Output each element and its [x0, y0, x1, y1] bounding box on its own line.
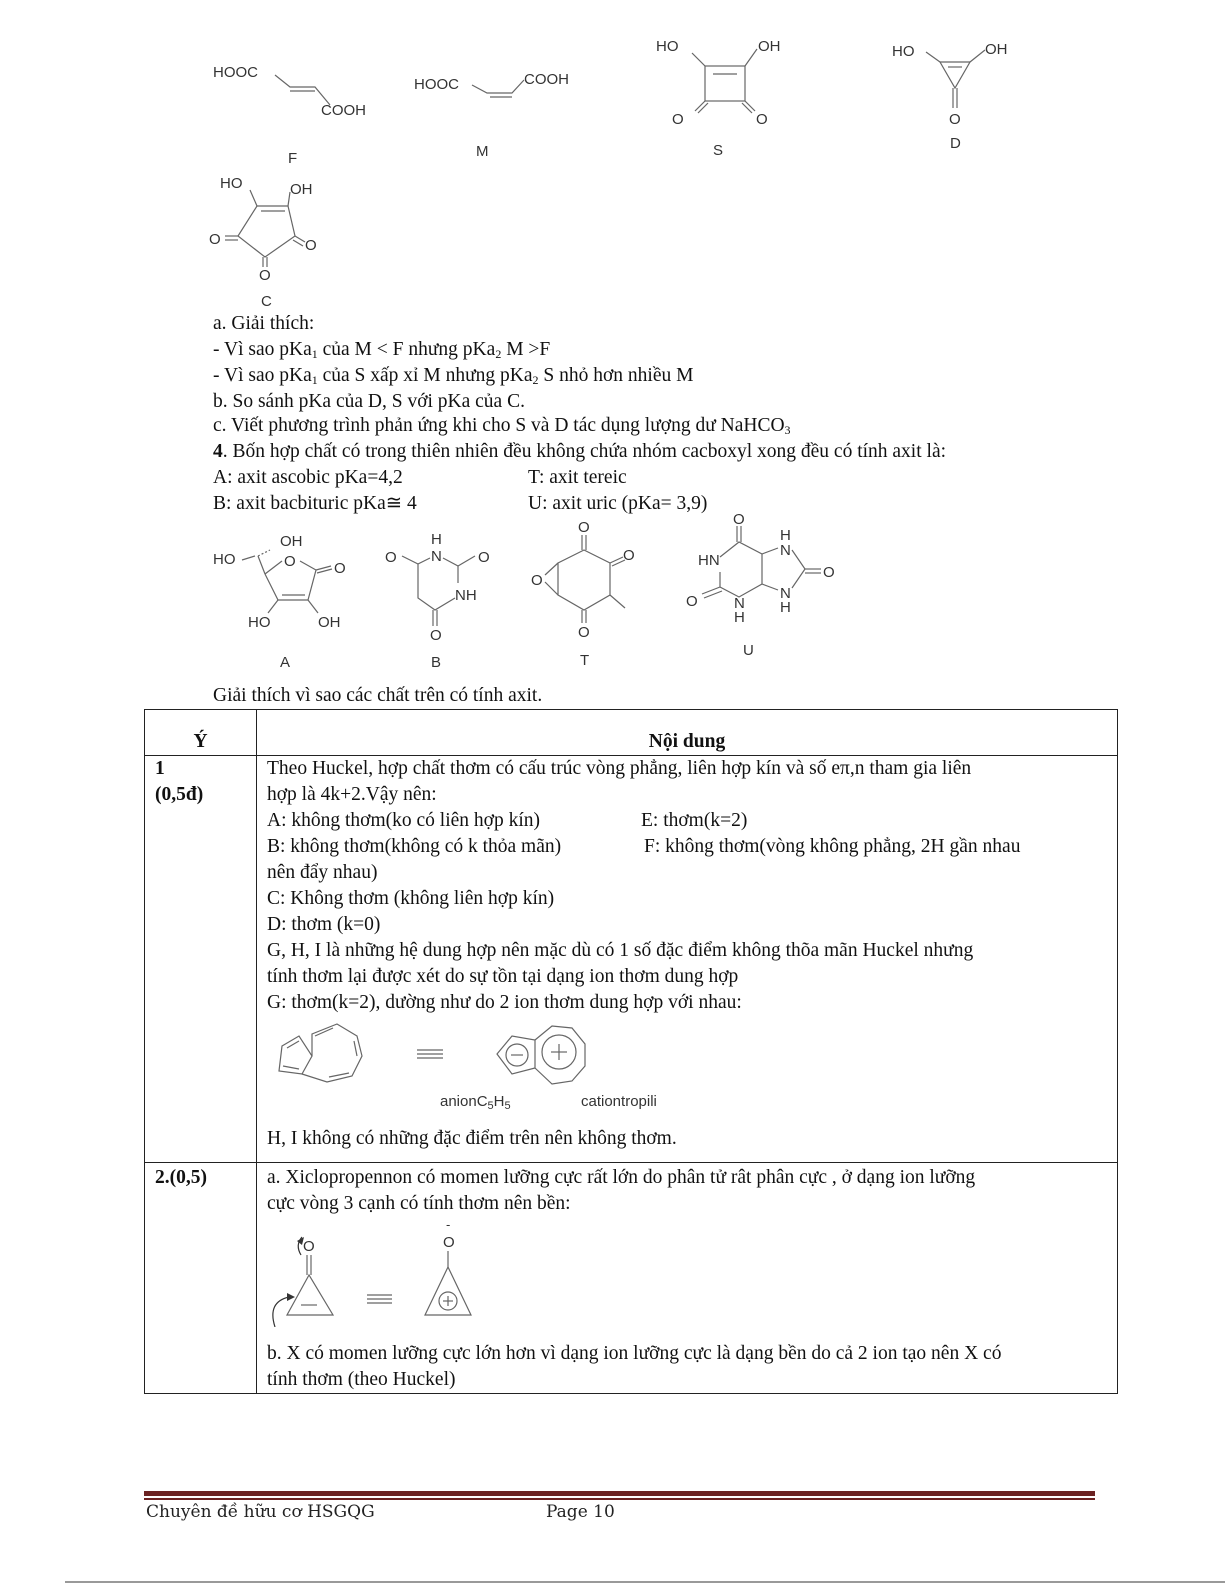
- o-atom: O: [578, 519, 590, 536]
- ho-group: HO: [892, 43, 915, 60]
- row-2-id: 2.(0,5): [145, 1163, 257, 1394]
- structure-D: [890, 38, 1030, 158]
- structure-label: F: [288, 150, 298, 165]
- cooh-group: COOH: [524, 71, 569, 88]
- ho-group: HO: [220, 175, 243, 192]
- oh-group: OH: [290, 181, 313, 198]
- q4-question: Giải thích vì sao các chất trên có tính axit.: [213, 685, 543, 706]
- structure-M: [412, 60, 602, 165]
- h-atom: H: [780, 527, 791, 544]
- q4-intro: 4. Bốn hợp chất có trong thiên nhiên đều không chứa nhóm cacboxyl xong đều có tính axit là:: [213, 441, 947, 462]
- footer-divider-thick: [144, 1491, 1095, 1496]
- cooh-group: COOH: [321, 102, 366, 119]
- o-atom: O: [385, 549, 397, 566]
- o-atom: O: [949, 111, 961, 128]
- n-atom: N: [780, 585, 791, 602]
- h-atom: H: [734, 609, 745, 626]
- text-line: H, I không có những đặc điểm trên nên không thơm.: [267, 1128, 677, 1149]
- structure-A: [210, 528, 360, 673]
- q4-compound-T: T: axit tereic: [528, 467, 627, 488]
- structure-label: T: [580, 652, 590, 669]
- minus-charge: -: [446, 1217, 451, 1232]
- structure-S: [650, 35, 790, 165]
- h-atom: H: [780, 599, 791, 616]
- o-atom: O: [334, 560, 346, 577]
- structure-label: C: [261, 293, 272, 310]
- structure-label: S: [713, 142, 724, 159]
- text-line: tính thơm lại được xét do sự tồn tại dạng ion thơm dung hợp: [267, 966, 739, 987]
- structure-T: [525, 515, 655, 670]
- q3-b: b. So sánh pKa của D, S với pKa của C.: [213, 391, 525, 412]
- page-edge: [65, 1581, 1225, 1583]
- text-line: nên đẩy nhau): [267, 862, 378, 883]
- oh-group: OH: [985, 41, 1008, 58]
- structure-B: [380, 528, 500, 673]
- o-atom: O: [430, 627, 442, 644]
- ho-group: HO: [213, 551, 236, 568]
- ho-group: HO: [656, 38, 679, 55]
- structure-label: M: [476, 143, 489, 160]
- o-atom: O: [578, 624, 590, 641]
- hn-group: HN: [698, 552, 720, 569]
- structure-U: [680, 512, 850, 662]
- q4-compound-U: U: axit uric (pKa= 3,9): [528, 493, 708, 514]
- text-line: C: Không thơm (không liên hợp kín): [267, 888, 555, 909]
- text-line: tính thơm (theo Huckel): [267, 1369, 456, 1390]
- o-atom: O: [686, 593, 698, 610]
- q4-compound-B: B: axit bacbituric pKa≅ 4: [213, 493, 417, 514]
- table-row: [145, 756, 1118, 1163]
- structure-F: [205, 55, 395, 165]
- structure-label: D: [950, 135, 961, 152]
- text-line: hợp là 4k+2.Vậy nên:: [267, 784, 437, 805]
- n-atom: N: [780, 542, 791, 559]
- o-atom: O: [303, 1238, 315, 1255]
- text-line: cực vòng 3 cạnh có tính thơm nên bền:: [267, 1193, 571, 1214]
- o-atom: O: [305, 237, 317, 254]
- row-number: 1: [155, 758, 165, 779]
- o-atom: O: [672, 111, 684, 128]
- table-row: [145, 1163, 1118, 1394]
- q3-a-title: a. Giải thích:: [213, 313, 315, 334]
- q3-a-line2: - Vì sao pKa$_1$ của S xấp xỉ M nhưng pKa$_2$ S nhỏ hơn nhiều M: [213, 365, 694, 387]
- n-atom: N: [734, 595, 745, 612]
- o-atom: O: [733, 512, 745, 528]
- structure-label: A: [280, 654, 291, 671]
- table-header-row: [145, 710, 1118, 756]
- footer-page-number: Page 10: [546, 1502, 615, 1522]
- header-noi-dung: Nội dung: [257, 710, 1118, 756]
- text-line: D: thơm (k=0): [267, 914, 381, 935]
- footer-divider-thin: [144, 1498, 1095, 1500]
- text-line: a. Xiclopropennon có momen lưỡng cực rất lớn do phân tử rât phân cực , ở dạng ion lưỡng: [267, 1167, 976, 1188]
- structure-label: B: [431, 654, 442, 671]
- oh-group: OH: [318, 614, 341, 631]
- text-line: G, H, I là những hệ dung hợp nên mặc dù có 1 số đặc điểm không thõa mãn Huckel nhưng: [267, 940, 974, 961]
- anion-label: $anionC_5H_5$: [440, 1093, 511, 1112]
- q3-a-line1: - Vì sao pKa$_1$ của M < F nhưng pKa$_2$ M >F: [213, 339, 551, 361]
- h-atom: H: [431, 531, 442, 548]
- row-points: (0,5đ): [155, 784, 204, 805]
- oh-group: OH: [758, 38, 781, 55]
- answer-table: [144, 709, 1118, 1394]
- cyclopropenone-figure: [267, 1217, 527, 1327]
- hooc-group: HOOC: [213, 64, 258, 81]
- nh-group: NH: [455, 587, 477, 604]
- o-atom: O: [756, 111, 768, 128]
- row-1-content: [257, 756, 1118, 1163]
- o-atom: O: [209, 231, 221, 248]
- text-line: Theo Huckel, hợp chất thơm có cấu trúc vòng phẳng, liên hợp kín và số eπ,n tham gia liên: [267, 758, 972, 779]
- n-atom: N: [431, 548, 442, 565]
- cation-label: cationtropili: [581, 1093, 657, 1110]
- o-atom: O: [623, 547, 635, 564]
- structure-C: [205, 172, 335, 312]
- footer-title: Chuyên đề hữu cơ HSGQG: [146, 1502, 375, 1522]
- o-atom: O: [823, 564, 835, 581]
- row-2-content: [257, 1163, 1118, 1394]
- azulene-figure: [267, 1016, 687, 1116]
- hooc-group: HOOC: [414, 76, 459, 93]
- text-line: B: không thơm(không có k thỏa mãn) F: không thơm(vòng không phẳng, 2H gần nhau: [267, 836, 1021, 857]
- structure-label: U: [743, 642, 754, 659]
- q4-compound-A: A: axit ascobic pKa=4,2: [213, 467, 403, 488]
- o-atom: O: [443, 1234, 455, 1251]
- oh-group: OH: [280, 533, 303, 550]
- header-y: Ý: [145, 710, 257, 756]
- ho-group: HO: [248, 614, 271, 631]
- o-atom: O: [478, 549, 490, 566]
- o-atom: O: [259, 267, 271, 284]
- o-atom: O: [531, 572, 543, 589]
- row-1-id: [145, 756, 257, 1163]
- text-line: G: thơm(k=2), dường như do 2 ion thơm dung hợp với nhau:: [267, 992, 742, 1013]
- o-atom: O: [284, 553, 296, 570]
- text-line: A: không thơm(ko có liên hợp kín) E: thơm(k=2): [267, 810, 748, 831]
- text-line: b. X có momen lưỡng cực lớn hơn vì dạng ion lưỡng cực là dạng bền do cả 2 ion tạo nên X có: [267, 1343, 1002, 1364]
- q3-c: c. Viết phương trình phản ứng khi cho S và D tác dụng lượng dư NaHCO$_3$: [213, 415, 791, 437]
